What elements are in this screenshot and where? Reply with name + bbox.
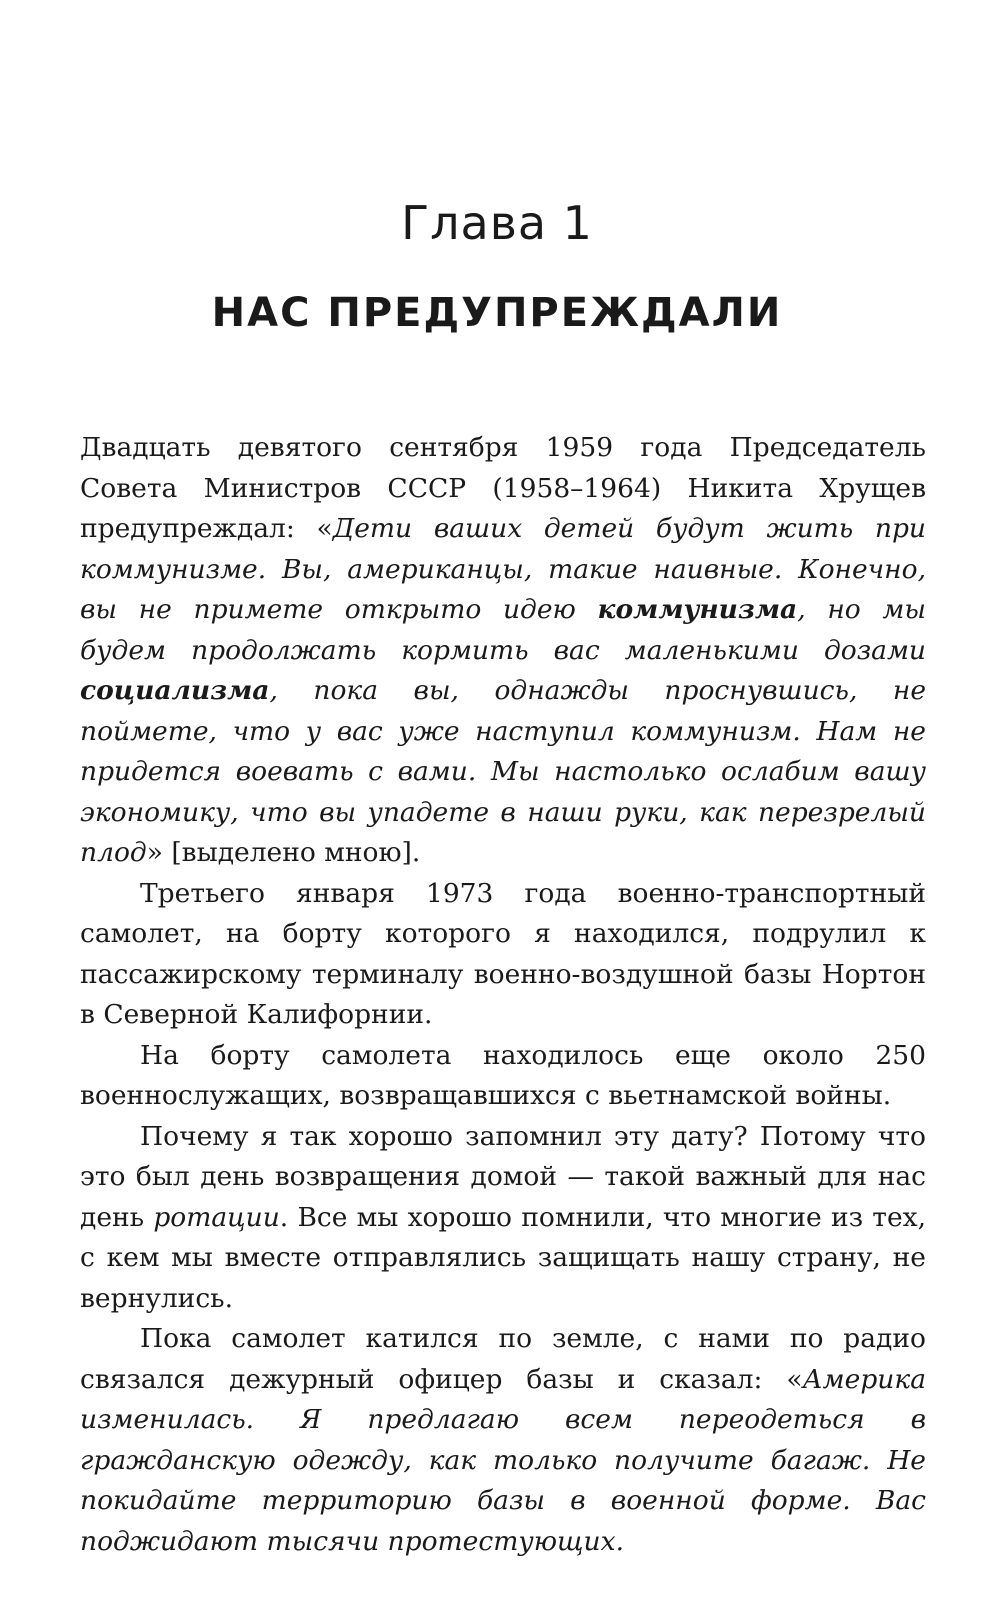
text-run: Почему я так хорошо запомнил эту дату? Потому что это был день возвращения домой — такой важный для нас день: [80, 1120, 926, 1233]
text-run: На борту самолета находилось еще около 250 военнослужащих, возвращавшихся с вьетнамской войны.: [80, 1039, 926, 1111]
chapter-number: Глава 1: [401, 196, 593, 250]
text-run: » [выделено мною].: [146, 837, 421, 868]
chapter-title: НАС ПРЕДУПРЕЖДАЛИ: [211, 290, 783, 336]
quote-text: , но мы будем продолжать кормить вас маленькими дозами: [80, 594, 926, 666]
text-run: Пока самолет катился по земле, с нами по радио связался дежурный офицер базы и сказал: «: [80, 1323, 926, 1395]
quote-text: , пока вы, однажды проснувшись, не поймете, что у вас уже наступил коммунизм. Нам не придется воевать с вами. Мы настолько ослабим вашу экономику, что вы упадете в наши руки, как перезрелый плод: [80, 675, 926, 868]
text-run: . Все мы хорошо помнили, что многие из тех, с кем мы вместе отправлялись защищать нашу страну, не вернулись.: [80, 1201, 926, 1314]
paragraph-arrival: [80, 874, 926, 1036]
chapter-body: [80, 428, 926, 1562]
paragraph-khrushchev-quote: [80, 428, 926, 874]
text-run: Двадцать девятого сентября 1959 года Председатель Совета Министров СССР (1958–1964) Никита Хрущев предупреждал: «: [80, 432, 926, 544]
emphasis-rotation: ротации: [153, 1201, 280, 1233]
emphasis-socialism: социализма: [80, 675, 270, 706]
quote-text: Америка изменилась. Я предлагаю всем переодеться в гражданскую одежду, как только получите багаж. Не покидайте территорию базы в военной форме. Вас поджидают тысячи протестующих.: [80, 1363, 926, 1557]
text-run: Третьего января 1973 года военно-транспортный самолет, на борту которого я находился, подрулил к пассажирскому терминалу военно-воздушной базы Нортон в Северной Калифорнии.: [80, 877, 926, 1030]
quote-text: Дети ваших детей будут жить при коммунизме. Вы, американцы, такие наивные. Конечно, вы не примете открыто идею: [80, 513, 927, 625]
paragraph-rotation: [80, 1117, 926, 1320]
paragraph-radio-warning: [80, 1319, 926, 1562]
paragraph-soldiers: [80, 1036, 926, 1117]
emphasis-communism: коммунизма: [597, 594, 798, 625]
